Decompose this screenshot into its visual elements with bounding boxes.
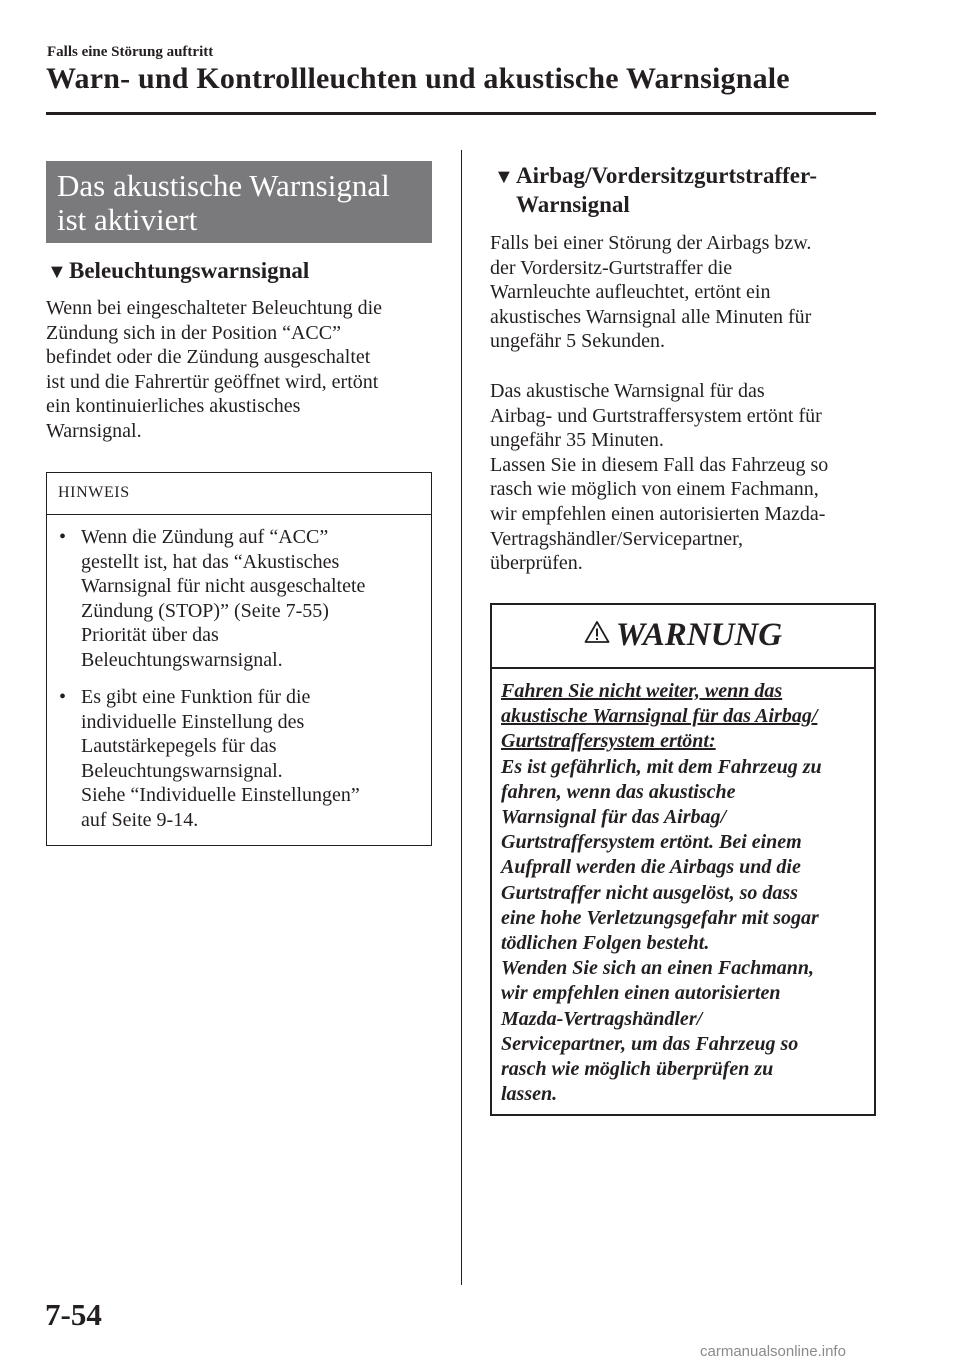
text-line: überprüfen. (490, 552, 583, 575)
warning-line: lassen. (501, 1083, 558, 1106)
section-heading-line2: ist aktiviert (57, 202, 198, 237)
text-line: wir empfehlen einen autorisierten Mazda- (490, 502, 826, 525)
section-heading-line1: Das akustische Warnsignal (57, 168, 390, 203)
text-line: rasch wie möglich von einem Fachmann, (490, 478, 819, 501)
text-line: Das akustische Warnsignal für das (490, 380, 765, 402)
warning-line: Gurtstraffersystem ertönt. Bei einem (501, 831, 802, 854)
text-line: Lassen Sie in diesem Fall das Fahrzeug so (490, 453, 829, 476)
text-line: individuelle Einstellung des (81, 710, 305, 733)
text-line: Zündung sich in der Position “ACC” (46, 321, 341, 344)
column-divider (461, 150, 462, 1285)
hinweis-divider (47, 514, 431, 515)
warning-header (492, 605, 874, 669)
subheading-text: Warnsignal (516, 192, 630, 217)
hinweis-label: HINWEIS (58, 484, 130, 501)
text-line: Vertragshändler/Servicepartner, (490, 527, 743, 550)
warning-line: fahren, wenn das akustische (501, 780, 736, 803)
subheading-airbag (494, 162, 817, 218)
text-line: befindet oder die Zündung ausgeschaltet (46, 346, 371, 369)
text-line: ist und die Fahrertür geöffnet wird, ertönt (46, 370, 379, 393)
subheading-text: Beleuchtungswarnsignal (69, 258, 310, 283)
text-line: Es gibt eine Funktion für die (81, 686, 311, 708)
text-line: Wenn die Zündung auf “ACC” (81, 526, 329, 548)
warning-text (501, 679, 871, 1107)
warning-line: Servicepartner, um das Fahrzeug so (501, 1032, 799, 1055)
paragraph-airbag-2 (490, 379, 880, 576)
bullet-icon: • (59, 686, 67, 708)
text-line: ein kontinuierliches akustisches (46, 395, 301, 418)
text-line: Falls bei einer Störung der Airbags bzw. (490, 232, 812, 254)
triangle-down-icon: ▼ (47, 261, 67, 283)
text-line: Zündung (STOP)” (Seite 7-55) (81, 599, 329, 622)
chapter-label: Falls eine Störung auftritt (47, 44, 214, 60)
text-line: Priorität über das (81, 624, 219, 647)
text-line: ungefähr 35 Minuten. (490, 429, 664, 452)
watermark: carmanualsonline.info (700, 1343, 846, 1360)
text-line: gestellt ist, hat das “Akustisches (81, 550, 340, 573)
warning-line: Warnsignal für das Airbag/ (501, 806, 727, 829)
warning-line: Gurtstraffer nicht ausgelöst, so dass (501, 881, 798, 904)
text-line: akustisches Warnsignal alle Minuten für (490, 305, 812, 328)
warning-line: Aufprall werden die Airbags und die (501, 856, 801, 879)
section-heading-box (46, 161, 432, 243)
page-title: Warn- und Kontrollleuchten und akustische Warnsignale (46, 62, 790, 95)
warning-line: eine hohe Verletzungsgefahr mit sogar (501, 906, 819, 929)
text-line: ungefähr 5 Sekunden. (490, 330, 665, 353)
text-line: auf Seite 9-14. (81, 808, 199, 831)
warning-line: wir empfehlen einen autorisierten (501, 982, 781, 1005)
warning-line: Wenden Sie sich an einen Fachmann, (501, 957, 815, 980)
triangle-down-icon: ▼ (494, 166, 514, 188)
warning-line: rasch wie möglich überprüfen zu (501, 1058, 774, 1081)
warning-title: WARNUNG (615, 617, 783, 653)
bullet-icon: • (59, 526, 67, 548)
warning-underlined-line: akustische Warnsignal für das Airbag/ (501, 705, 818, 728)
text-line: Warnsignal. (46, 419, 142, 442)
warning-line: tödlichen Folgen besteht. (501, 932, 710, 955)
paragraph-airbag-1 (490, 231, 880, 354)
text-line: Siehe “Individuelle Einstellungen” (81, 784, 360, 807)
subheading-beleuchtung (47, 257, 309, 286)
text-line: Wenn bei eingeschalteter Beleuchtung die (46, 297, 383, 319)
warning-line: Mazda-Vertragshändler/ (501, 1007, 703, 1030)
hinweis-note-box (46, 472, 432, 846)
text-line: der Vordersitz-Gurtstraffer die (490, 256, 733, 279)
warning-box (490, 603, 876, 1116)
subheading-text: Airbag/Vordersitzgurtstraffer- (516, 163, 818, 188)
warning-underlined-line: Fahren Sie nicht weiter, wenn das (501, 680, 783, 702)
text-line: Beleuchtungswarnsignal. (81, 759, 283, 782)
warning-underlined-line: Gurtstraffersystem ertönt: (501, 730, 716, 753)
warning-triangle-icon (584, 604, 610, 664)
paragraph-beleuchtung (46, 296, 436, 444)
text-line: Beleuchtungswarnsignal. (81, 648, 283, 671)
text-line: Airbag- und Gurtstraffersystem ertönt für (490, 404, 822, 427)
page-number: 7-54 (45, 1297, 102, 1332)
text-line: Lautstärkepegels für das (81, 735, 277, 758)
header-divider (46, 112, 876, 115)
text-line: Warnsignal für nicht ausgeschaltete (81, 575, 366, 598)
warning-line: Es ist gefährlich, mit dem Fahrzeug zu (501, 755, 822, 778)
text-line: Warnleuchte aufleuchtet, ertönt ein (490, 281, 771, 304)
